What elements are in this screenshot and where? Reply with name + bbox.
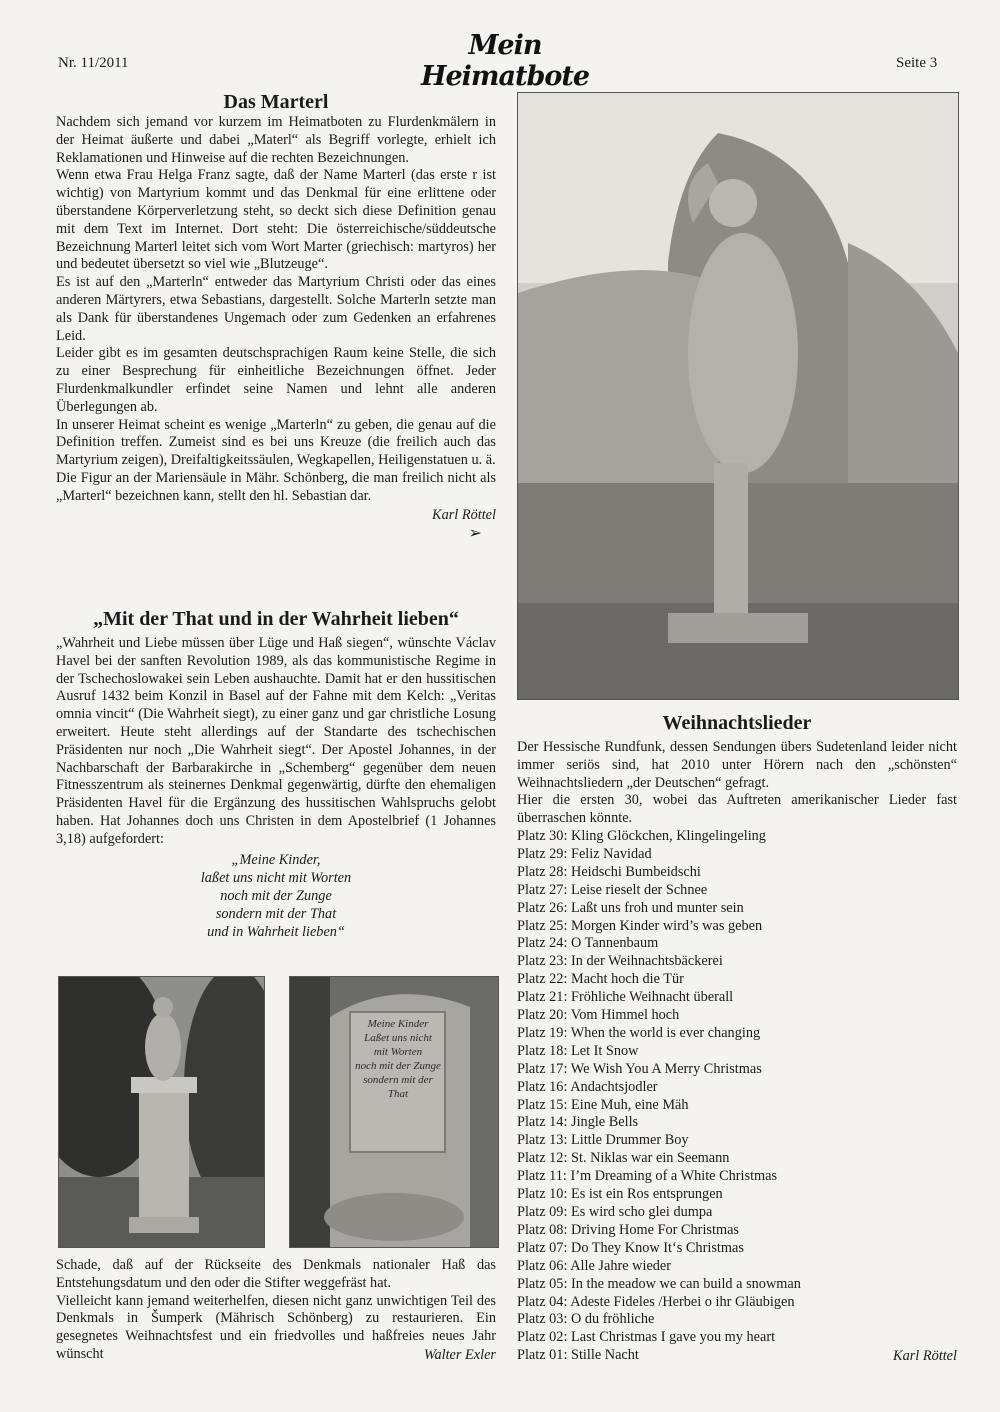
list-item: Platz 26: Laßt uns froh und munter sein [517,899,744,916]
list-item: Platz 30: Kling Glöckchen, Klingelingeling [517,827,766,844]
paragraph: Schade, daß auf der Rückseite des Denkmals nationaler Haß das Entstehungsdatum und den oder die Stifter weggefräst hat. [56,1257,496,1291]
list-item: Platz 13: Little Drummer Boy [517,1132,689,1149]
list-item: Platz 23: In der Weihnachtsbäckerei [517,953,723,970]
article-weihnachtslieder [517,711,957,1365]
statue-photo-graphic [59,977,264,1247]
paragraph: Vielleicht kann jemand weiterhelfen, diesen nicht ganz unwichtigen Teil des Denkmals in Šumperk (Mährisch Schönberg) zu restaurieren. Ein gesegnetes Weihnachtsfest und ein friedvolles und haßfreies neues Jahr wünscht [56,1292,496,1362]
list-item: Platz 18: Let It Snow [517,1042,639,1059]
continue-arrow-icon: ➢ [468,524,482,542]
list-item: Platz 01: Stille Nacht [517,1347,639,1364]
bible-quote: „Meine Kinder, laßet uns nicht mit Worten noch mit der Zunge sondern mit der That und in Wahrheit lieben“ [200,851,352,940]
list-item: Platz 21: Fröhliche Weihnacht überall [517,989,734,1006]
stone-inscription: Meine Kinder Laßet uns nicht mit Worten noch mit der Zunge sondern mit der That [355,1018,441,1100]
article-title: „Mit der That und in der Wahrheit lieben“ [93,608,459,630]
paragraph: „Wahrheit und Liebe müssen über Lüge und Haß siegen“, wünschte Václav Havel bei der sanften Revolution 1989, als das kommunistische Regime in der Tschechoslowakei sein Leben aushauchte. Damit hat er den hussitischen Ausruf 1432 beim Konzil in Basel auf der Fahne mit dem Kelch: „Veritas omnia vincit“ (Die Wahrheit siegt), zu einer ganz und gar christliche Losung erweitert. Heute steht allerdings auf der Standarte des tschechischen Präsidenten nur noch „Die Wahrheit siegt“. Der Apostel Johannes, in der Nachbarschaft der Barbarakirche in „Schemberg“ gegenüber dem neuen Fitnesszentrum als steinernes Denkmal gegenwärtig, dürfte den ehemaligen Präsidenten Havel für die Ergänzung des hussitischen Wahlspruchs gelobt haben. Hat Johannes doch uns Christen in dem Apostelbrief (1 Johannes 3,18) aufgefordert: [56,635,496,847]
list-item: Platz 20: Vom Himmel hoch [517,1007,680,1024]
list-item: Platz 15: Eine Muh, eine Mäh [517,1096,689,1113]
article-title: Weihnachtslieder [662,712,812,734]
list-item: Platz 14: Jingle Bells [517,1114,639,1131]
list-item: Platz 03: O du fröhliche [517,1311,655,1328]
list-item: Platz 29: Feliz Navidad [517,845,652,862]
list-item: Platz 27: Leise rieselt der Schnee [517,881,708,898]
list-item: Platz 05: In the meadow we can build a snowman [517,1275,801,1292]
list-item: Platz 19: When the world is ever changing [517,1024,761,1041]
list-item: Platz 22: Macht hoch die Tür [517,971,684,988]
list-item: Platz 17: We Wish You A Merry Christmas [517,1060,762,1077]
song-ranking-list [517,828,957,1365]
paragraph: Der Hessische Rundfunk, dessen Sendungen übers Sudetenland leider nicht immer seriös sind, hat 2010 unter Hörern nach den „schönsten“ Weihnachtsliedern „der Deutschen“ gefragt. [517,739,957,791]
article-title: Das Marterl [223,91,329,113]
list-item: Platz 12: St. Niklas war ein Seemann [517,1150,730,1167]
masthead-logo: Mein Heimatbote [420,30,590,92]
paragraph: Wenn etwa Frau Helga Franz sagte, daß der Name Marterl (das erste r ist wichtig) von Martyrium kommt und das Denkmal für eine erlittene oder überstandene Körperverletzung steht, so deckt sich diese Definition genau mit dem Text im Internet. Dort steht: Die österreichische/süddeutsche Bezeichnung Marterl leitet sich vom Wort Marter (griechisch: martyros) her und bedeutet übersetzt so viel wie „Blutzeuge“. [56,167,496,273]
list-item: Platz 07: Do They Know It‘s Christmas [517,1239,744,1256]
photo-statue-park [58,976,265,1248]
list-item: Platz 06: Alle Jahre wieder [517,1257,672,1274]
article-marterl [56,90,496,544]
article-body [517,739,957,828]
issue-number: Nr. 11/2011 [58,55,129,71]
list-item: Platz 11: I’m Dreaming of a White Christmas [517,1168,778,1185]
list-item: Platz 24: O Tannenbaum [517,935,659,952]
sebastian-photo-graphic [518,93,958,699]
list-item: Platz 09: Es wird scho glei dumpa [517,1204,713,1221]
article-wahrheit-closing [56,1257,496,1364]
paragraph: Leider gibt es im gesamten deutschsprachigen Raum keine Stelle, die sich zu einer Besprechung für einheitliche Bezeichnungen öffnet. Jeder Flurdenkmalkundler erfindet seine Namen und lehnt alle anderen Überlegungen ab. [56,345,496,415]
author-signature: Karl Röttel [432,506,496,523]
author-signature: Walter Exler [423,1346,496,1363]
list-item: Platz 28: Heidschi Bumbeidschi [517,863,701,880]
article-wahrheit [56,607,496,941]
list-item: Platz 02: Last Christmas I gave you my heart [517,1329,776,1346]
author-signature: Karl Röttel [893,1348,957,1365]
photo-sebastian-statue [517,92,959,700]
article-body [56,114,496,506]
paragraph: In unserer Heimat scheint es wenige „Marterln“ zu geben, die genau auf die Definition treffen. Zumeist sind es bei uns Kreuze (die freilich auch das Martyrium zeigen), Dreifaltigkeitssäulen, Wegkapellen, Heiligenstatuen u. ä. [56,416,496,469]
list-item: Platz 08: Driving Home For Christmas [517,1221,739,1238]
page-number: Seite 3 [896,55,938,71]
list-item: Platz 10: Es ist ein Ros entsprungen [517,1186,723,1203]
photo-inscription-stone [289,976,499,1248]
paragraph: Hier die ersten 30, wobei das Auftreten amerikanischer Lieder fast überraschen könnte. [517,792,957,827]
list-item: Platz 16: Andachtsjodler [517,1078,658,1095]
paragraph: Es ist auf den „Marterln“ entweder das Martyrium Christi oder das eines anderen Märtyrers, etwa Sebastians, dargestellt. Solche Marterln setzte man als Dank für überstandenes Ungemach oder zum Gedenken an erfahrenes Leid. [56,274,496,344]
paragraph: Nachdem sich jemand vor kurzem im Heimatboten zu Flurdenkmälern in der Heimat äußerte und dabei „Materl“ als Begriff vorlegte, erhielt ich Reklamationen und Hinweise auf die rechten Bezeichnungen. [56,114,496,166]
list-item: Platz 04: Adeste Fideles /Herbei o ihr Gläubigen [517,1293,795,1310]
list-item: Platz 25: Morgen Kinder wird’s was geben [517,917,763,934]
paragraph: Die Figur an der Mariensäule in Mähr. Schönberg, die man freilich nicht als „Marterl“ bezeichnen kann, stellt den hl. Sebastian dar. [56,469,496,504]
article-body [56,635,496,849]
